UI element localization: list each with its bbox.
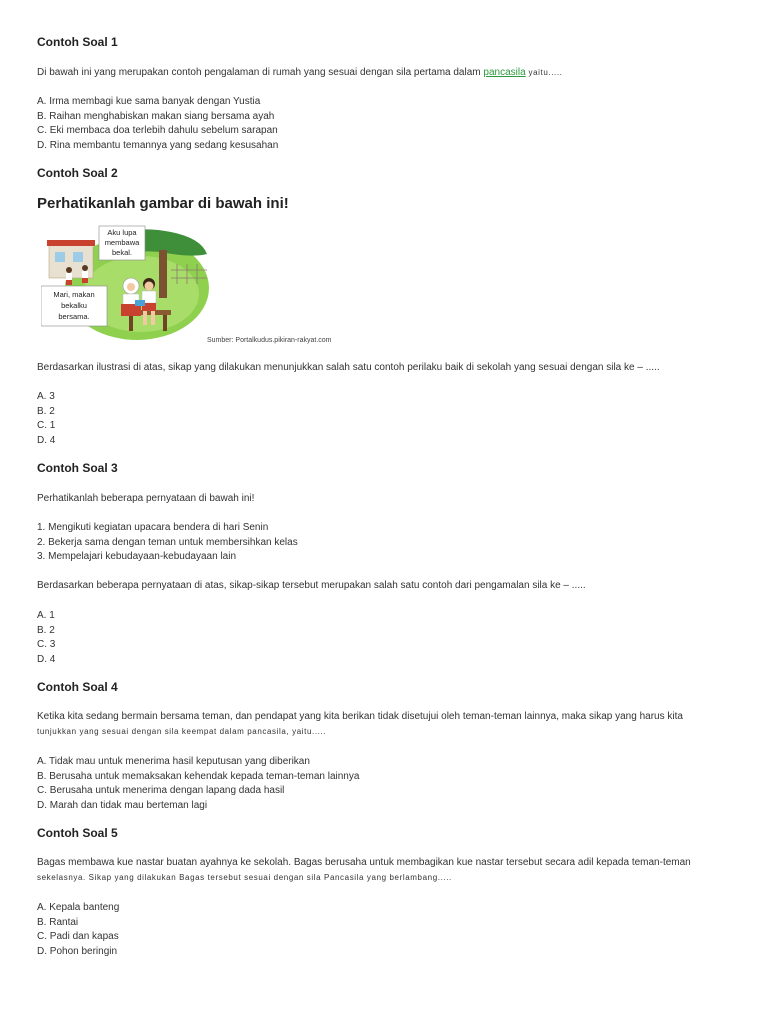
q2-option-a: A. 3 bbox=[37, 391, 55, 402]
q1-option-a: A. Irma membagi kue sama banyak dengan Yustia bbox=[37, 96, 261, 107]
q3-heading: Contoh Soal 3 bbox=[37, 461, 118, 475]
q3-option-b: B. 2 bbox=[37, 624, 55, 636]
q1-option-c: C. Eki membaca doa terlebih dahulu sebelum sarapan bbox=[37, 125, 278, 136]
q4-option-d: D. Marah dan tidak mau berteman lagi bbox=[37, 799, 208, 811]
q3-option-c: C. 3 bbox=[37, 639, 56, 650]
school-illustration bbox=[41, 224, 209, 342]
q2-question: Berdasarkan ilustrasi di atas, sikap yang dilakukan menunjukkan salah satu contoh perilaku baik di sekolah yang sesuai dengan sila ke – ..... bbox=[37, 362, 660, 373]
bubble-top-line2: membawa bbox=[104, 238, 140, 247]
q4-option-a: A. Tidak mau untuk menerima hasil keputusan yang diberikan bbox=[37, 756, 310, 767]
q5-option-c: C. Padi dan kapas bbox=[37, 931, 119, 942]
q3-question: Berdasarkan beberapa pernyataan di atas, sikap-sikap tersebut merupakan salah satu contoh dari pengamalan sila ke – ..... bbox=[37, 580, 586, 591]
q5-heading: Contoh Soal 5 bbox=[37, 826, 118, 840]
bubble-left-line3: bersama. bbox=[58, 312, 90, 321]
q2-option-c: C. 1 bbox=[37, 420, 56, 431]
q1-option-b: B. Raihan menghabiskan makan siang bersama ayah bbox=[37, 110, 275, 122]
q3-intro: Perhatikanlah beberapa pernyataan di bawah ini! bbox=[37, 493, 255, 504]
q1-option-d: D. Rina membantu temannya yang sedang kesusahan bbox=[37, 139, 279, 151]
q3-statement-3: 3. Mempelajari kebudayaan-kebudayaan lain bbox=[37, 551, 237, 562]
q1-heading: Contoh Soal 1 bbox=[37, 35, 118, 49]
q3-statement-1: 1. Mengikuti kegiatan upacara bendera di hari Senin bbox=[37, 522, 269, 533]
q5-option-a: A. Kepala banteng bbox=[37, 902, 120, 913]
pancasila-link[interactable]: pancasila bbox=[483, 67, 526, 78]
q2-subheading: Perhatikanlah gambar di bawah ini! bbox=[37, 195, 289, 212]
bubble-left-line2: bekalku bbox=[61, 301, 87, 310]
q2-option-d: D. 4 bbox=[37, 434, 56, 446]
q5-question-line1: Bagas membawa kue nastar buatan ayahnya ke sekolah. Bagas berusaha untuk membagikan kue nastar tersebut secara adil kepada teman-teman bbox=[37, 857, 691, 868]
q1-question-post: yaitu..... bbox=[525, 68, 563, 77]
q5-option-b: B. Rantai bbox=[37, 916, 79, 928]
q2-option-b: B. 2 bbox=[37, 405, 55, 417]
q4-option-c: C. Berusaha untuk menerima dengan lapang dada hasil bbox=[37, 785, 285, 796]
q2-heading: Contoh Soal 2 bbox=[37, 166, 118, 180]
bubble-top-line1: Aku lupa bbox=[107, 228, 137, 237]
q3-option-a: A. 1 bbox=[37, 610, 55, 621]
q1-question-pre: Di bawah ini yang merupakan contoh pengalaman di rumah yang sesuai dengan sila pertama dalam bbox=[37, 67, 484, 78]
q4-option-b: B. Berusaha untuk memaksakan kehendak kepada teman-teman lainnya bbox=[37, 770, 360, 782]
q5-option-d: D. Pohon beringin bbox=[37, 945, 118, 957]
q3-option-d: D. 4 bbox=[37, 653, 56, 665]
image-caption: Sumber: Portalkudus.pikiran-rakyat.com bbox=[207, 337, 332, 344]
q4-question-line1: Ketika kita sedang bermain bersama teman, dan pendapat yang kita berikan tidak disetujui oleh teman-teman lainnya, maka sikap yang harus kita bbox=[37, 711, 683, 722]
q3-statement-2: 2. Bekerja sama dengan teman untuk membersihkan kelas bbox=[37, 536, 298, 548]
bubble-top-line3: bekal. bbox=[111, 248, 133, 257]
bubble-left-line1: Mari, makan bbox=[53, 290, 95, 299]
q1-question bbox=[37, 67, 563, 78]
q5-question-line2: sekelasnya. Sikap yang dilakukan Bagas tersebut sesuai dengan sila Pancasila yang berlambang..... bbox=[37, 873, 452, 882]
q4-heading: Contoh Soal 4 bbox=[37, 680, 118, 694]
q4-question-line2: tunjukkan yang sesuai dengan sila keempat dalam pancasila, yaitu..... bbox=[37, 727, 327, 736]
